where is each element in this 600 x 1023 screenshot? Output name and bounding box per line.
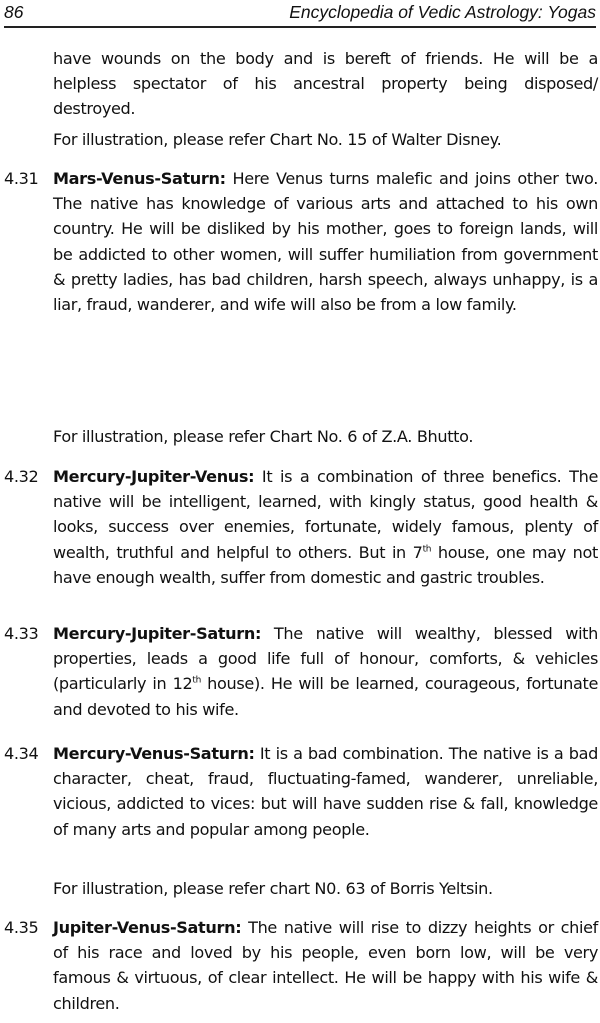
- section-title: Mercury-Jupiter-Venus:: [53, 467, 255, 486]
- section-4-31: [4, 166, 598, 317]
- section-text: The native will wealthy, blessed with properties, leads a good life full of honour, comforts, & vehicles (particularly in 12: [53, 624, 598, 694]
- section-title: Jupiter-Venus-Saturn:: [53, 918, 242, 937]
- section-body: [53, 915, 598, 1016]
- section-number: 4.32: [4, 467, 39, 486]
- illustration-note-yeltsin: For illustration, please refer chart N0. 63 of Borris Yeltsin.: [53, 879, 493, 898]
- running-header: [4, 2, 596, 28]
- section-text: Here Venus turns malefic and joins other two. The native has knowledge of various arts and attached to his own country. He will be disliked by his mother, goes to foreign lands, will be addicted to other women, will suffer humiliation from government & pretty ladies, has bad children, harsh speech, always unhappy, is a liar, fraud, wanderer, and wife will also be from a low family.: [53, 169, 598, 315]
- section-text: It is a combination of three benefics. The native will be intelligent, learned, with kingly status, good health & looks, success over enemies, fortunate, widely famous, plenty of wealth, truthful and helpful to others. But in 7: [53, 467, 598, 562]
- intro-paragraph: have wounds on the body and is bereft of friends. He will be a helpless spectator of his ancestral property being disposed/ destroyed.: [53, 49, 598, 119]
- section-text: It is a bad combination. The native is a bad character, cheat, fraud, fluctuating-famed, wanderer, unreliable, vicious, addicted to vices: but will have sudden rise & fall, knowledge of many arts and popular among people.: [53, 744, 598, 839]
- book-title: Encyclopedia of Vedic Astrology: Yogas: [289, 2, 596, 22]
- section-4-34: [4, 741, 598, 842]
- section-title: Mercury-Venus-Saturn:: [53, 744, 255, 763]
- illustration-note-bhutto: For illustration, please refer Chart No. 6 of Z.A. Bhutto.: [53, 427, 474, 446]
- section-body: [53, 741, 598, 842]
- section-body: [53, 166, 598, 317]
- section-4-35: [4, 915, 598, 1016]
- superscript-ordinal: th: [192, 676, 201, 687]
- illustration-note-walter-disney: For illustration, please refer Chart No. 15 of Walter Disney.: [53, 130, 502, 149]
- section-title: Mercury-Jupiter-Saturn:: [53, 624, 262, 643]
- superscript-ordinal: th: [422, 544, 432, 555]
- section-number: 4.35: [4, 918, 39, 937]
- section-text-cont: house). He will be learned, courageous, fortunate and devoted to his wife.: [53, 674, 598, 719]
- section-4-32: [4, 464, 598, 590]
- section-body: [53, 621, 598, 722]
- section-4-33: [4, 621, 598, 722]
- section-title: Mars-Venus-Saturn:: [53, 169, 226, 188]
- section-body: [53, 464, 598, 590]
- section-number: 4.34: [4, 744, 39, 763]
- page-number: 86: [4, 2, 24, 22]
- section-number: 4.33: [4, 624, 39, 643]
- section-text-cont: house, one may not have enough wealth, suffer from domestic and gastric troubles.: [53, 542, 598, 587]
- section-text: The native will rise to dizzy heights or chief of his race and loved by his people, even born low, will be very famous & virtuous, of clear intellect. He will be happy with his wife & children.: [53, 918, 598, 1013]
- section-number: 4.31: [4, 169, 39, 188]
